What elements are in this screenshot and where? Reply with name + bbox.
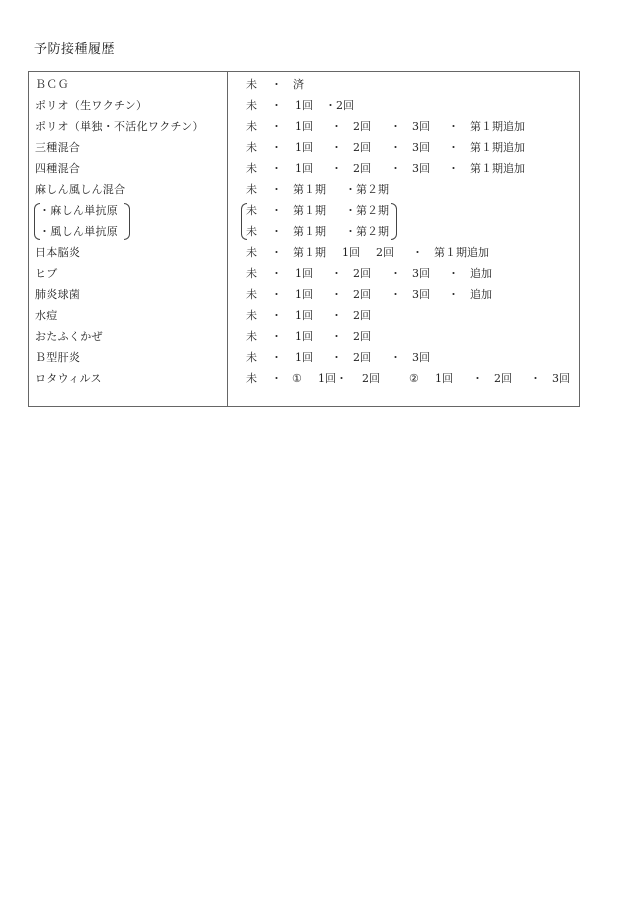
table-row-mumps (29, 326, 579, 347)
table-row-japanese-encephalitis (29, 242, 579, 263)
table-row-measles-single (29, 200, 579, 221)
dose-3: 3回 (412, 267, 430, 280)
separator: ・ (390, 267, 401, 280)
vaccine-name: Ｂ型肝炎 (35, 351, 81, 364)
separator: ・ (271, 99, 282, 112)
status-none: 未 (246, 162, 257, 175)
status-done: 済 (293, 78, 304, 91)
dose-3: 3回 (412, 351, 430, 364)
dose-2: ・2回 (325, 99, 354, 112)
separator: ・ (331, 120, 342, 133)
booster-1: 第１期追加 (434, 246, 489, 259)
separator: ・ (448, 267, 459, 280)
separator: ・ (271, 372, 282, 385)
vaccine-name: ポリオ（生ワクチン） (35, 99, 148, 112)
dose-2: 2回 (353, 120, 371, 133)
table-row-pneumococcal (29, 284, 579, 305)
separator: ・ (331, 330, 342, 343)
dose-1: 1回 (295, 351, 313, 364)
separator: ・ (271, 246, 282, 259)
status-none: 未 (246, 288, 257, 301)
status-none: 未 (246, 372, 257, 385)
separator: ・ (412, 246, 423, 259)
table-row-dpt (29, 137, 579, 158)
separator: ・ (271, 141, 282, 154)
table-row-rubella-single (29, 221, 579, 242)
phase-1: 第１期 (293, 183, 326, 196)
option-2-dose-3: 3回 (552, 372, 570, 385)
separator: ・ (448, 288, 459, 301)
phase-1: 第１期 (293, 246, 326, 259)
booster-1: 第１期追加 (470, 162, 525, 175)
separator: ・ (448, 162, 459, 175)
status-none: 未 (246, 225, 257, 238)
dose-3: 3回 (412, 141, 430, 154)
vaccine-name: 麻しん風しん混合 (35, 183, 126, 196)
status-none: 未 (246, 246, 257, 259)
option-1-marker: ① (292, 372, 302, 385)
vaccine-name: ロタウィルス (35, 372, 102, 385)
table-row-mr (29, 179, 579, 200)
vaccine-name: ヒブ (35, 267, 58, 280)
phase-2: ・第２期 (345, 204, 389, 217)
option-2-dose-1: 1回 (435, 372, 453, 385)
vaccine-name: ＢＣＧ (35, 78, 69, 91)
option-2-dose-2: 2回 (494, 372, 512, 385)
booster-1: 第１期追加 (470, 120, 525, 133)
table-row-hib (29, 263, 579, 284)
dose-2: 2回 (353, 330, 371, 343)
dose-3: 3回 (412, 120, 430, 133)
table-row-dpt-ipv (29, 158, 579, 179)
dose-2: 2回 (353, 267, 371, 280)
table-row-rotavirus (29, 368, 579, 389)
dose-2: 2回 (353, 141, 371, 154)
dose-2: 2回 (376, 246, 394, 259)
status-none: 未 (246, 330, 257, 343)
separator: ・ (271, 288, 282, 301)
table-row-bcg (29, 74, 579, 95)
separator: ・ (331, 162, 342, 175)
booster: 追加 (470, 267, 492, 280)
dose-1: 1回 (342, 246, 360, 259)
phase-2: ・第２期 (345, 183, 389, 196)
separator: ・ (331, 288, 342, 301)
dose-2: 2回 (353, 162, 371, 175)
booster-1: 第１期追加 (470, 141, 525, 154)
status-none: 未 (246, 267, 257, 280)
option-2-marker: ② (409, 372, 419, 385)
phase-1: 第１期 (293, 225, 326, 238)
separator: ・ (448, 141, 459, 154)
separator: ・ (331, 267, 342, 280)
status-none: 未 (246, 351, 257, 364)
separator: ・ (472, 372, 483, 385)
dose-2: 2回 (353, 351, 371, 364)
separator: ・ (271, 204, 282, 217)
table-row-hepatitis-b (29, 347, 579, 368)
separator: ・ (271, 225, 282, 238)
vaccine-name: 三種混合 (35, 141, 81, 154)
dose-3: 3回 (412, 162, 430, 175)
table-row-polio-inactivated (29, 116, 579, 137)
separator: ・ (271, 120, 282, 133)
status-none: 未 (246, 78, 257, 91)
option-1-dose-1: 1回・ (318, 372, 347, 385)
booster: 追加 (470, 288, 492, 301)
phase-2: ・第２期 (345, 225, 389, 238)
separator: ・ (390, 120, 401, 133)
dose-1: 1回 (295, 141, 313, 154)
status-none: 未 (246, 183, 257, 196)
page-title: 予防接種履歴 (34, 42, 116, 57)
separator: ・ (271, 351, 282, 364)
dose-1: 1回 (295, 120, 313, 133)
vaccine-name: ・麻しん単抗原 (39, 204, 119, 217)
status-none: 未 (246, 309, 257, 322)
option-1-dose-2: 2回 (362, 372, 380, 385)
separator: ・ (271, 267, 282, 280)
status-none: 未 (246, 204, 257, 217)
vaccine-name: 四種混合 (35, 162, 81, 175)
status-none: 未 (246, 141, 257, 154)
separator: ・ (530, 372, 541, 385)
vaccine-name: 日本脳炎 (35, 246, 81, 259)
separator: ・ (331, 309, 342, 322)
table-row-varicella (29, 305, 579, 326)
separator: ・ (390, 141, 401, 154)
separator: ・ (448, 120, 459, 133)
separator: ・ (271, 309, 282, 322)
phase-1: 第１期 (293, 204, 326, 217)
separator: ・ (271, 330, 282, 343)
status-none: 未 (246, 99, 257, 112)
separator: ・ (390, 162, 401, 175)
status-none: 未 (246, 120, 257, 133)
table-row-polio-live (29, 95, 579, 116)
vaccine-name: 水痘 (35, 309, 58, 322)
dose-2: 2回 (353, 309, 371, 322)
separator: ・ (271, 162, 282, 175)
dose-1: 1回 (295, 309, 313, 322)
separator: ・ (271, 183, 282, 196)
vaccination-history-table (28, 71, 580, 407)
separator: ・ (390, 351, 401, 364)
dose-1: 1回 (295, 288, 313, 301)
vaccine-name: ・風しん単抗原 (39, 225, 119, 238)
dose-1: 1回 (295, 267, 313, 280)
separator: ・ (390, 288, 401, 301)
vaccine-name: 肺炎球菌 (35, 288, 81, 301)
dose-3: 3回 (412, 288, 430, 301)
vaccine-name: ポリオ（単独・不活化ワクチン） (35, 120, 204, 133)
separator: ・ (331, 351, 342, 364)
dose-2: 2回 (353, 288, 371, 301)
vaccine-name: おたふくかぜ (35, 330, 103, 343)
dose-1: 1回 (295, 162, 313, 175)
dose-1: 1回 (295, 330, 313, 343)
separator: ・ (331, 141, 342, 154)
separator: ・ (271, 78, 282, 91)
dose-1: 1回 (295, 99, 313, 112)
